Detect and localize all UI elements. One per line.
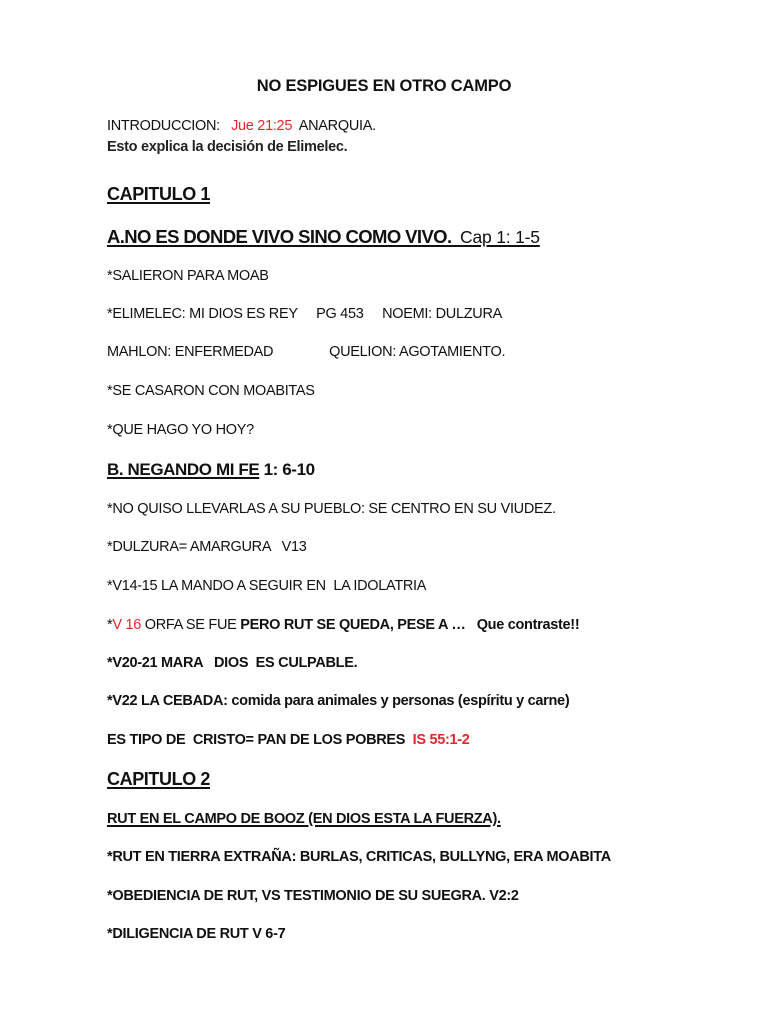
list-item: *V20-21 MARA DIOS ES CULPABLE. bbox=[107, 655, 358, 671]
list-item-v16 bbox=[107, 617, 579, 633]
chapter-1-heading: CAPITULO 1 bbox=[107, 184, 211, 204]
list-item: *SALIERON PARA MOAB bbox=[107, 268, 269, 284]
list-item: *SE CASARON CON MOABITAS bbox=[107, 383, 315, 399]
list-item: *V14-15 LA MANDO A SEGUIR EN LA IDOLATRIA bbox=[107, 578, 427, 594]
section-a-reference: Cap 1: 1-5 bbox=[460, 227, 540, 247]
tipo-text: ES TIPO DE CRISTO= PAN DE LOS POBRES bbox=[107, 732, 413, 748]
section-b-heading: B. NEGANDO MI FE bbox=[107, 460, 260, 479]
list-item: MAHLON: ENFERMEDAD QUELION: AGOTAMIENTO. bbox=[107, 344, 506, 360]
intro-line bbox=[107, 118, 376, 134]
chapter-2-subheading: RUT EN EL CAMPO DE BOOZ (EN DIOS ESTA LA FUERZA). bbox=[107, 811, 501, 827]
document-title: NO ESPIGUES EN OTRO CAMPO bbox=[256, 77, 512, 95]
list-item: *DULZURA= AMARGURA V13 bbox=[107, 539, 307, 555]
list-item: *QUE HAGO YO HOY? bbox=[107, 422, 254, 438]
section-b-heading-line bbox=[107, 460, 315, 480]
tipo-reference: IS 55:1-2 bbox=[412, 732, 470, 748]
section-b-reference: 1: 6-10 bbox=[263, 460, 315, 479]
intro-label: INTRODUCCION: bbox=[107, 118, 220, 134]
intro-text: ANARQUIA. bbox=[298, 118, 376, 134]
bullet-star: * bbox=[107, 617, 113, 633]
intro-reference: Jue 21:25 bbox=[231, 118, 293, 134]
list-item: *RUT EN TIERRA EXTRAÑA: BURLAS, CRITICAS, BULLYNG, ERA MOABITA bbox=[107, 849, 611, 865]
list-item: *V22 LA CEBADA: comida para animales y personas (espíritu y carne) bbox=[107, 693, 570, 709]
chapter-2-heading: CAPITULO 2 bbox=[107, 769, 211, 789]
list-item: *OBEDIENCIA DE RUT, VS TESTIMONIO DE SU SUEGRA. V2:2 bbox=[107, 888, 519, 904]
list-item: *DILIGENCIA DE RUT V 6-7 bbox=[107, 926, 286, 942]
v16-text: ORFA SE FUE bbox=[140, 617, 241, 633]
intro-explanation: Esto explica la decisión de Elimelec. bbox=[107, 139, 348, 155]
section-a-heading: A.NO ES DONDE VIVO SINO COMO VIVO. bbox=[107, 226, 452, 247]
section-a-heading-line bbox=[107, 226, 540, 248]
list-item: *ELIMELEC: MI DIOS ES REY PG 453 NOEMI: DULZURA bbox=[107, 306, 502, 322]
v16-bold-text: PERO RUT SE QUEDA, PESE A … Que contraste!! bbox=[240, 617, 580, 633]
tipo-line bbox=[107, 732, 470, 748]
list-item: *NO QUISO LLEVARLAS A SU PUEBLO: SE CENTRO EN SU VIUDEZ. bbox=[107, 501, 556, 517]
v16-reference: V 16 bbox=[112, 617, 141, 633]
